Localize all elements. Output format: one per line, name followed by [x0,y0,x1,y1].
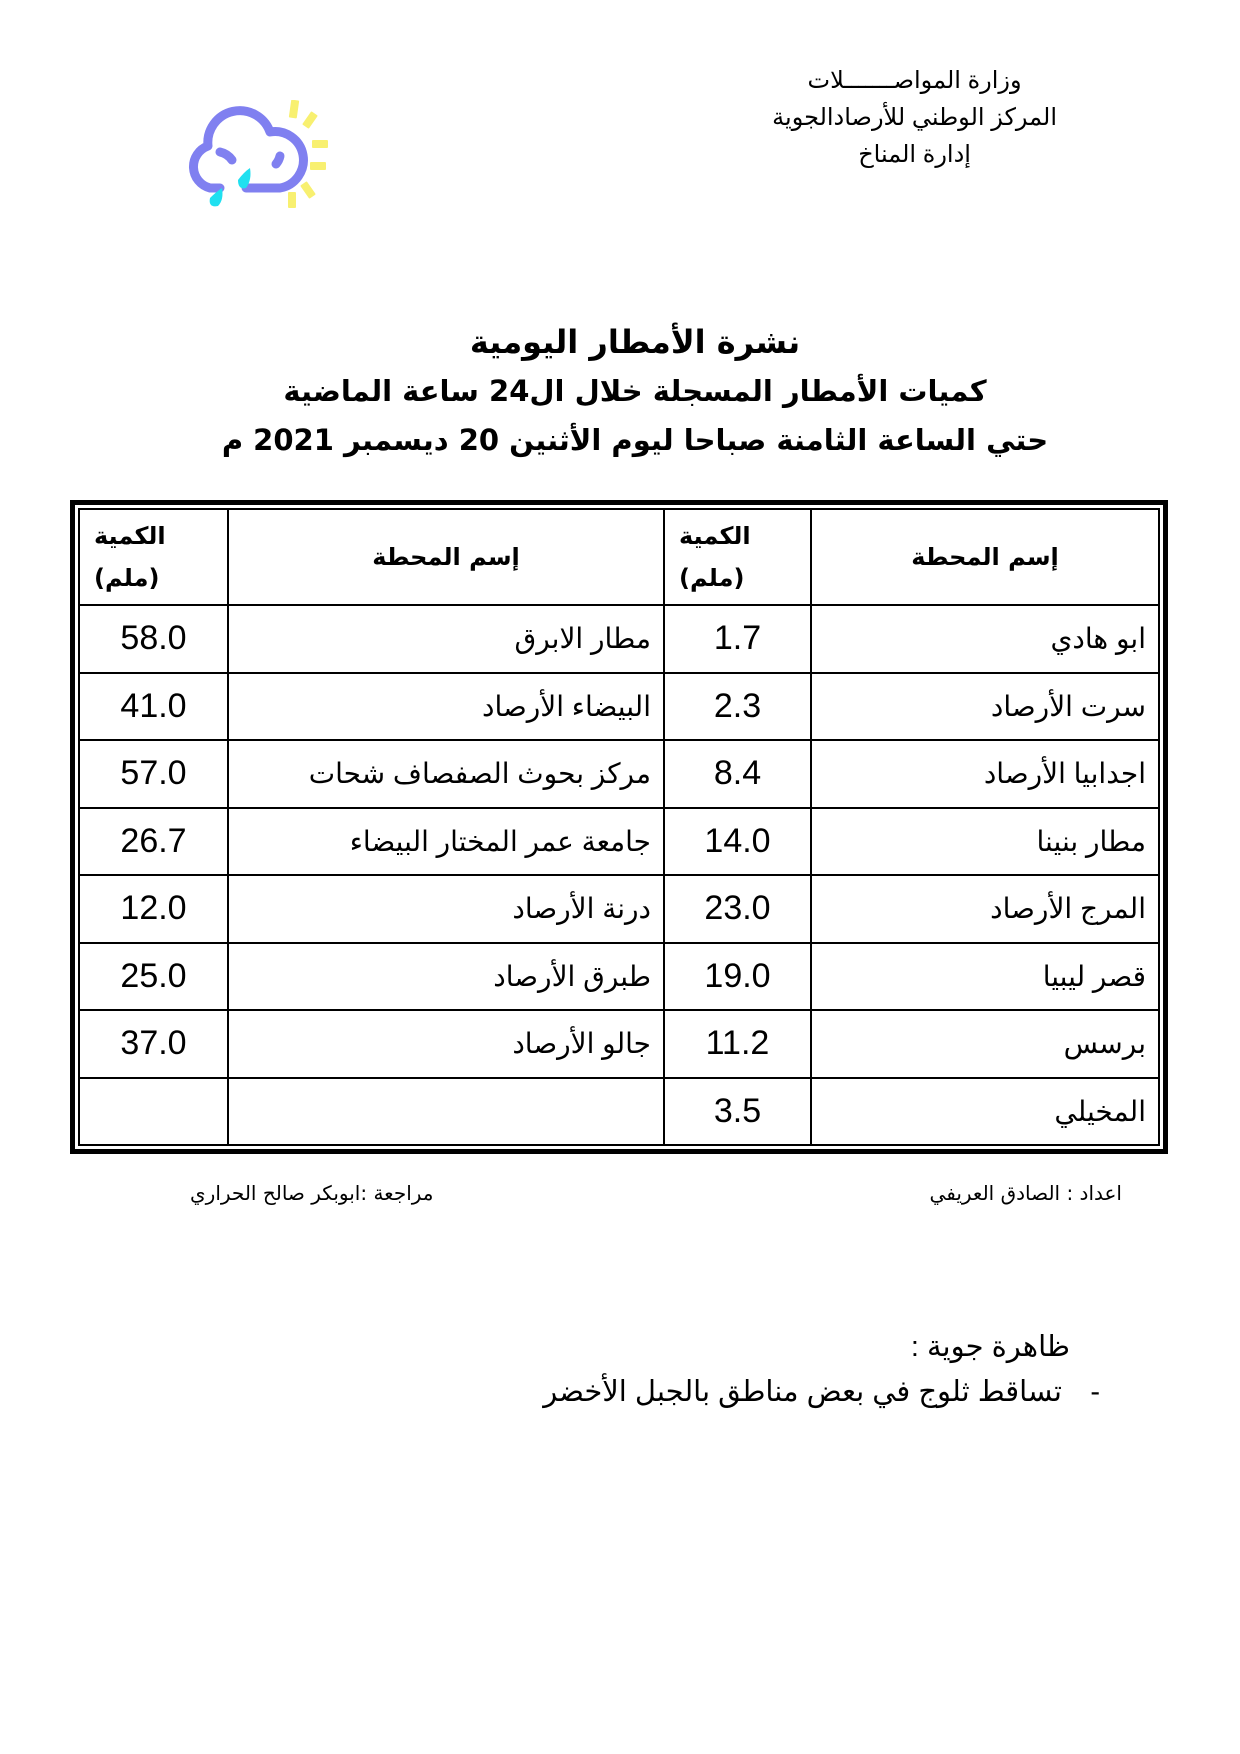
bulletin-title: نشرة الأمطار اليومية [469,323,801,361]
header-station-right: إسم المحطة [811,509,1159,605]
station-cell: جالو الأرصاد [228,1010,664,1078]
phenomena-text: تساقط ثلوج في بعض مناطق بالجبل الأخضر [543,1376,1062,1408]
station-cell: جامعة عمر المختار البيضاء [228,808,664,876]
table-header-row [79,509,1159,605]
amount-cell: 11.2 [664,1010,811,1078]
rainfall-table [78,508,1160,1146]
cloud-rain-sun-icon [180,100,330,220]
station-cell: مطار الابرق [228,605,664,673]
bulletin-titles [0,318,1240,464]
center-name: المركز الوطني للأرصادالجوية [772,104,1057,131]
station-cell: اجدابيا الأرصاد [811,740,1159,808]
table-row [79,673,1159,741]
amount-cell: 14.0 [664,808,811,876]
amount-cell: 37.0 [79,1010,228,1078]
station-cell: ابو هادي [811,605,1159,673]
amount-cell: 57.0 [79,740,228,808]
bulletin-subtitle: كميات الأمطار المسجلة خلال ال24 ساعة الماضية [283,374,987,408]
weather-phenomena [543,1325,1100,1415]
table-row [79,808,1159,876]
bulletin-date: حتي الساعة الثامنة صباحا ليوم الأثنين 20 ديسمبر 2021 م [221,423,1049,457]
table-row [79,875,1159,943]
amount-cell: 58.0 [79,605,228,673]
reviewed-by: مراجعة :ابوبكر صالح الحراري [190,1181,434,1205]
table-row [79,740,1159,808]
station-cell: المرج الأرصاد [811,875,1159,943]
bullet-dash: - [1090,1376,1100,1408]
amount-cell [79,1078,228,1146]
department-name: إدارة المناخ [858,141,971,168]
station-cell [228,1078,664,1146]
amount-cell: 1.7 [664,605,811,673]
table-row [79,1010,1159,1078]
amount-cell: 23.0 [664,875,811,943]
amount-cell: 25.0 [79,943,228,1011]
station-cell: درنة الأرصاد [228,875,664,943]
amount-cell: 26.7 [79,808,228,876]
organization-header [772,62,1057,173]
amount-cell: 12.0 [79,875,228,943]
phenomena-item [543,1370,1100,1415]
station-cell: مركز بحوث الصفصاف شحات [228,740,664,808]
header-amount-left: الكمية (ملم) [79,509,228,605]
station-cell: سرت الأرصاد [811,673,1159,741]
station-cell: البيضاء الأرصاد [228,673,664,741]
header-station-left: إسم المحطة [228,509,664,605]
station-cell: قصر ليبيا [811,943,1159,1011]
station-cell: طبرق الأرصاد [228,943,664,1011]
amount-cell: 19.0 [664,943,811,1011]
table-row [79,943,1159,1011]
table-row [79,1078,1159,1146]
header-amount-right: الكمية (ملم) [664,509,811,605]
station-cell: برسس [811,1010,1159,1078]
amount-cell: 3.5 [664,1078,811,1146]
prepared-by: اعداد : الصادق العريفي [929,1181,1122,1205]
station-cell: المخيلي [811,1078,1159,1146]
amount-cell: 2.3 [664,673,811,741]
amount-cell: 41.0 [79,673,228,741]
amount-cell: 8.4 [664,740,811,808]
rainfall-table-frame [70,500,1168,1154]
station-cell: مطار بنينا [811,808,1159,876]
phenomena-label: ظاهرة جوية : [910,1331,1070,1363]
table-row [79,605,1159,673]
ministry-name: وزارة المواصـــــــلات [807,67,1022,94]
